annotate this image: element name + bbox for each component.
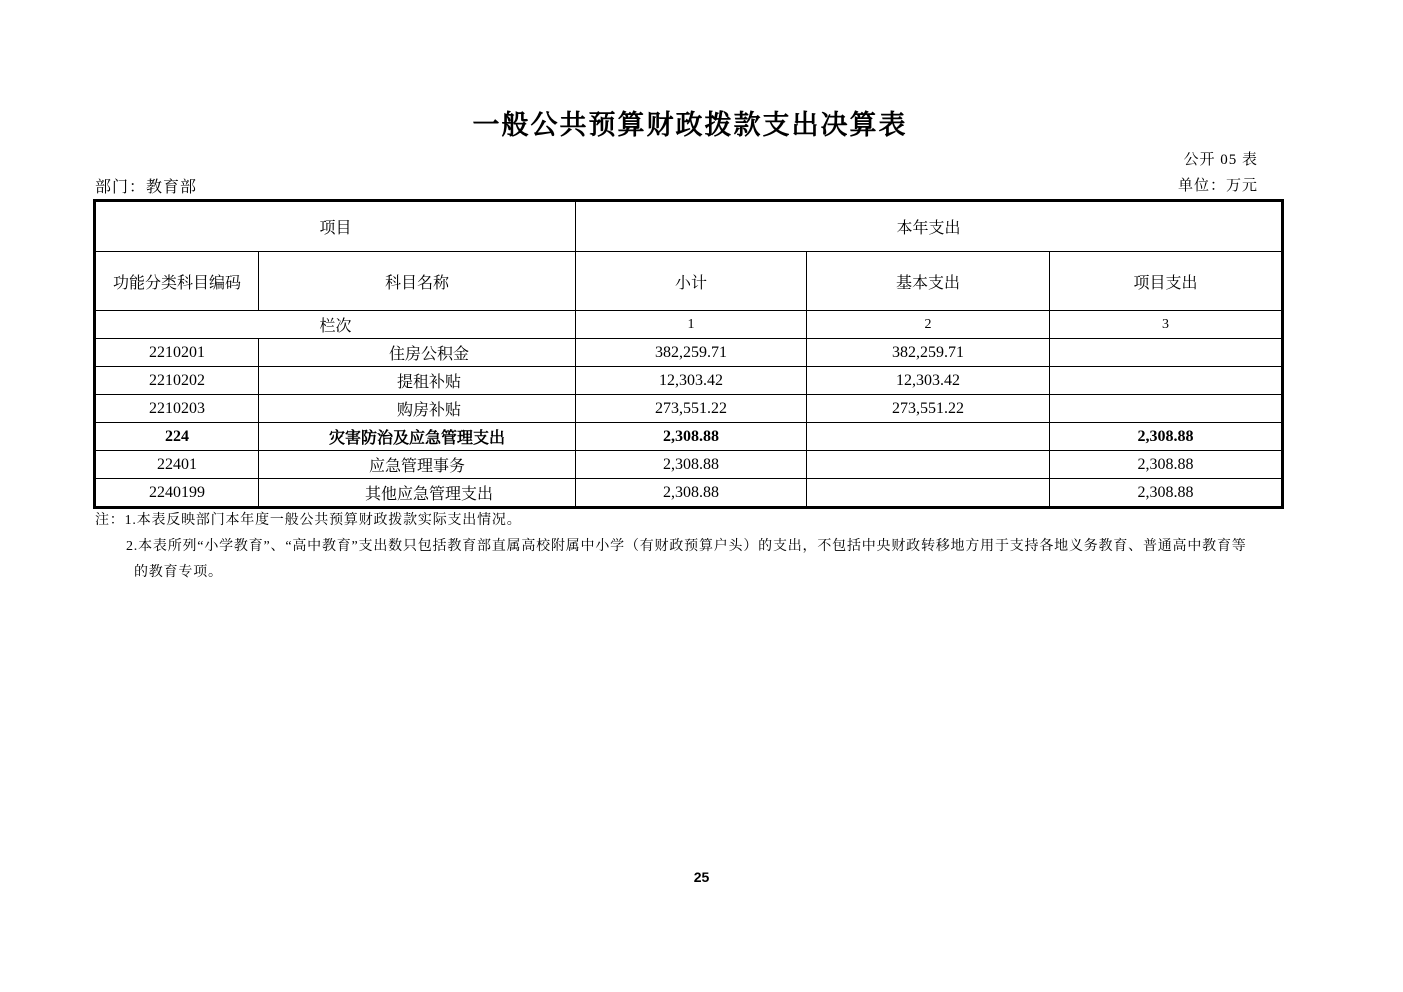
cell-project: 2,308.88 xyxy=(1050,479,1283,508)
table-row xyxy=(95,395,1283,423)
col-header-name: 科目名称 xyxy=(259,252,576,311)
cell-project: 2,308.88 xyxy=(1050,423,1283,451)
group-header-project: 项目 xyxy=(95,201,576,252)
department-label: 部门：教育部 xyxy=(95,179,198,196)
page-title: 一般公共预算财政拨款支出决算表 xyxy=(472,110,908,140)
column-index-row xyxy=(95,311,1283,339)
cell-project xyxy=(1050,367,1283,395)
lanci-col-1: 1 xyxy=(576,311,807,339)
col-header-code: 功能分类科目编码 xyxy=(95,252,259,311)
col-header-subtotal: 小计 xyxy=(576,252,807,311)
cell-code: 2210201 xyxy=(95,339,259,367)
cell-subtotal: 12,303.42 xyxy=(576,367,807,395)
cell-basic xyxy=(807,451,1050,479)
cell-basic: 12,303.42 xyxy=(807,367,1050,395)
cell-project: 2,308.88 xyxy=(1050,451,1283,479)
table-row xyxy=(95,479,1283,508)
page-number: 25 xyxy=(693,869,710,885)
table-row xyxy=(95,423,1283,451)
footnote-2-line-1: 2.本表所列“小学教育”、“高中教育”支出数只包括教育部直属高校附属中小学（有财政预算户头）的支出，不包括中央财政转移地方用于支持各地义务教育、普通高中教育等 xyxy=(126,539,1247,554)
lanci-label: 栏次 xyxy=(95,311,576,339)
cell-basic: 382,259.71 xyxy=(807,339,1050,367)
budget-table xyxy=(93,199,1284,509)
table-row xyxy=(95,367,1283,395)
cell-basic: 273,551.22 xyxy=(807,395,1050,423)
table-code-label: 公开 05 表 xyxy=(1183,152,1258,168)
cell-subtotal: 2,308.88 xyxy=(576,479,807,508)
cell-name: 灾害防治及应急管理支出 xyxy=(259,423,576,451)
unit-label: 单位：万元 xyxy=(1177,178,1258,194)
cell-project xyxy=(1050,339,1283,367)
cell-subtotal: 382,259.71 xyxy=(576,339,807,367)
cell-subtotal: 2,308.88 xyxy=(576,451,807,479)
footnotes xyxy=(95,508,1285,586)
cell-code: 2240199 xyxy=(95,479,259,508)
cell-subtotal: 273,551.22 xyxy=(576,395,807,423)
table-row xyxy=(95,339,1283,367)
footnote-2-line-2: 的教育专项。 xyxy=(134,565,223,580)
footnote-1: 注：1.本表反映部门本年度一般公共预算财政拨款实际支出情况。 xyxy=(95,513,522,528)
cell-code: 224 xyxy=(95,423,259,451)
table-row xyxy=(95,451,1283,479)
col-header-basic: 基本支出 xyxy=(807,252,1050,311)
cell-basic xyxy=(807,479,1050,508)
group-header-row xyxy=(95,201,1283,252)
lanci-col-2: 2 xyxy=(807,311,1050,339)
column-header-row xyxy=(95,252,1283,311)
cell-name: 其他应急管理支出 xyxy=(259,479,576,508)
lanci-col-3: 3 xyxy=(1050,311,1283,339)
cell-name: 应急管理事务 xyxy=(259,451,576,479)
cell-name: 购房补贴 xyxy=(259,395,576,423)
group-header-current-year: 本年支出 xyxy=(576,201,1283,252)
cell-project xyxy=(1050,395,1283,423)
cell-code: 22401 xyxy=(95,451,259,479)
cell-name: 住房公积金 xyxy=(259,339,576,367)
cell-name: 提租补贴 xyxy=(259,367,576,395)
cell-code: 2210203 xyxy=(95,395,259,423)
cell-code: 2210202 xyxy=(95,367,259,395)
cell-subtotal: 2,308.88 xyxy=(576,423,807,451)
cell-basic xyxy=(807,423,1050,451)
col-header-project: 项目支出 xyxy=(1050,252,1283,311)
